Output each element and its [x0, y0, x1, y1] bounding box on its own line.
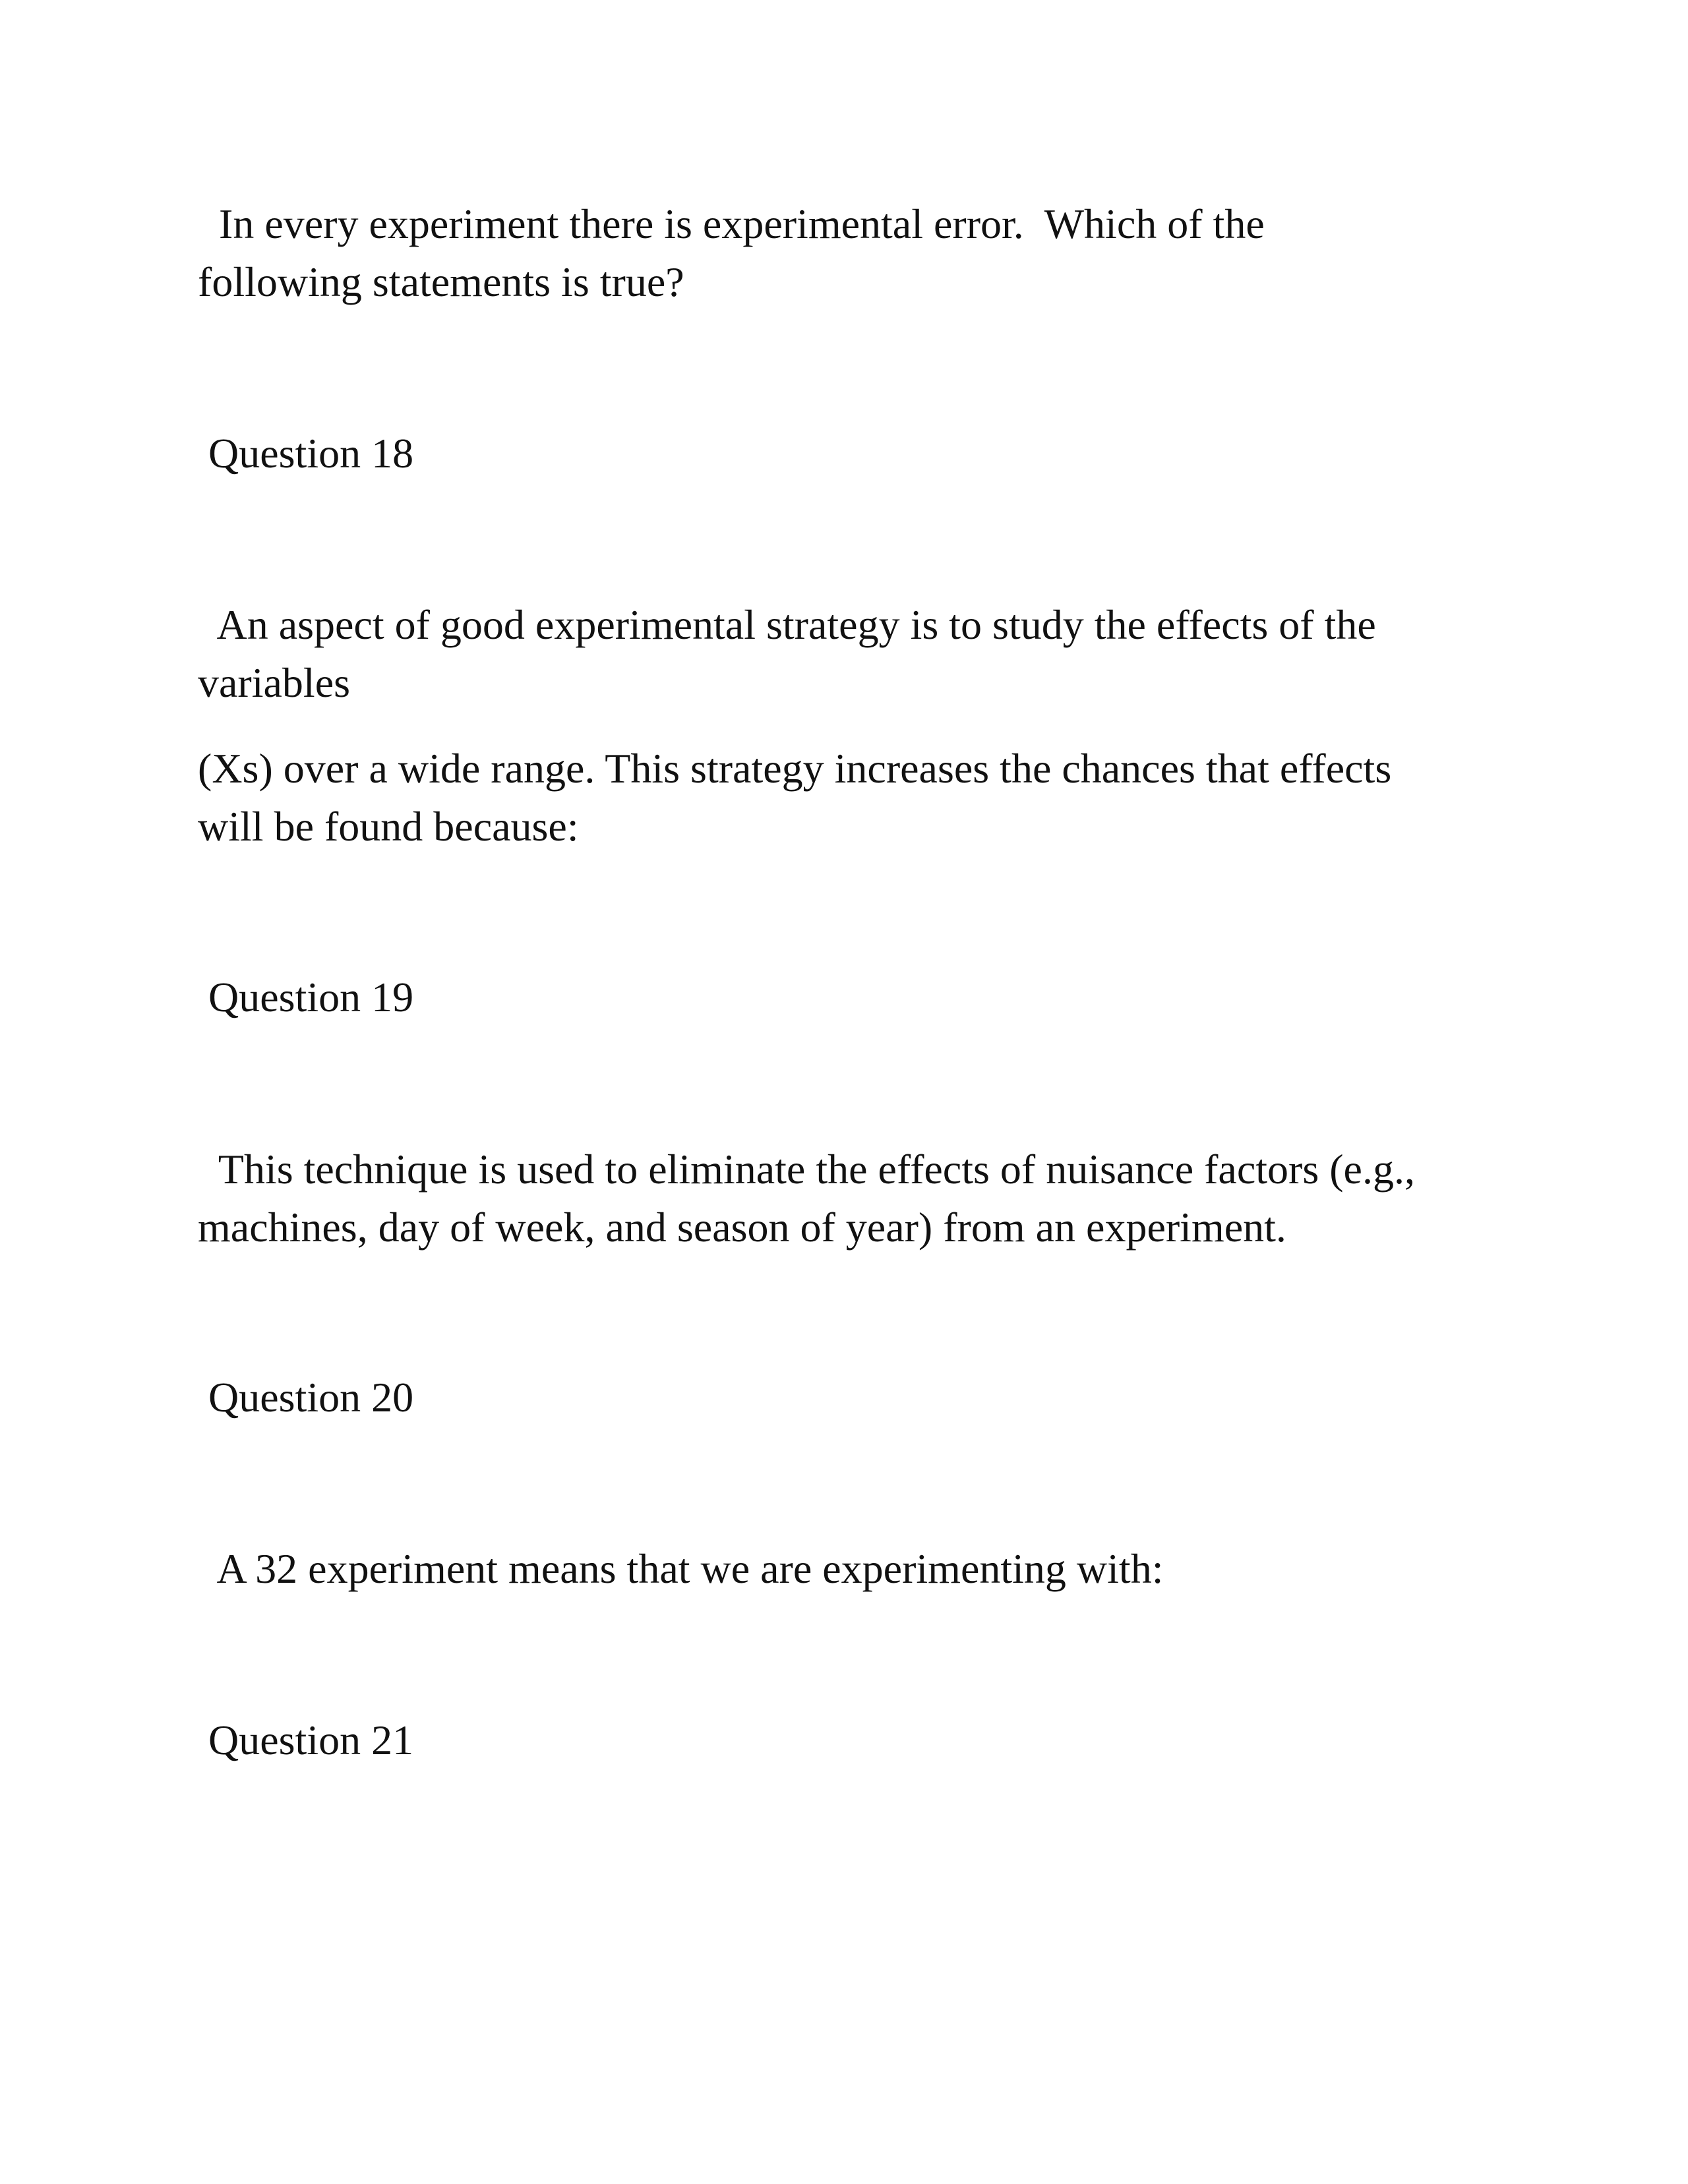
question-19-text-line-2: machines, day of week, and season of year) from an experiment. [198, 1204, 1286, 1251]
question-19-text-line-1: This technique is used to eliminate the effects of nuisance factors (e.g., [198, 1146, 1415, 1193]
question-18-text-line-3: (Xs) over a wide range. This strategy increases the chances that effects [198, 745, 1392, 792]
question-18-text-line-4: will be found because: [198, 803, 579, 850]
question-20-heading: Question 20 [198, 1374, 414, 1421]
question-20-text-line-1: A 32 experiment means that we are experimenting with: [198, 1545, 1164, 1592]
question-17-text-line-2: following statements is true? [198, 258, 684, 305]
question-18-text-line-1: An aspect of good experimental strategy is to study the effects of the [198, 601, 1376, 648]
question-18-text-line-2: variables [198, 659, 350, 706]
question-17-text-line-1: In every experiment there is experimental error. Which of the [198, 200, 1265, 247]
question-18-heading: Question 18 [198, 430, 414, 477]
question-19-heading: Question 19 [198, 974, 414, 1020]
question-21-heading: Question 21 [198, 1717, 414, 1763]
